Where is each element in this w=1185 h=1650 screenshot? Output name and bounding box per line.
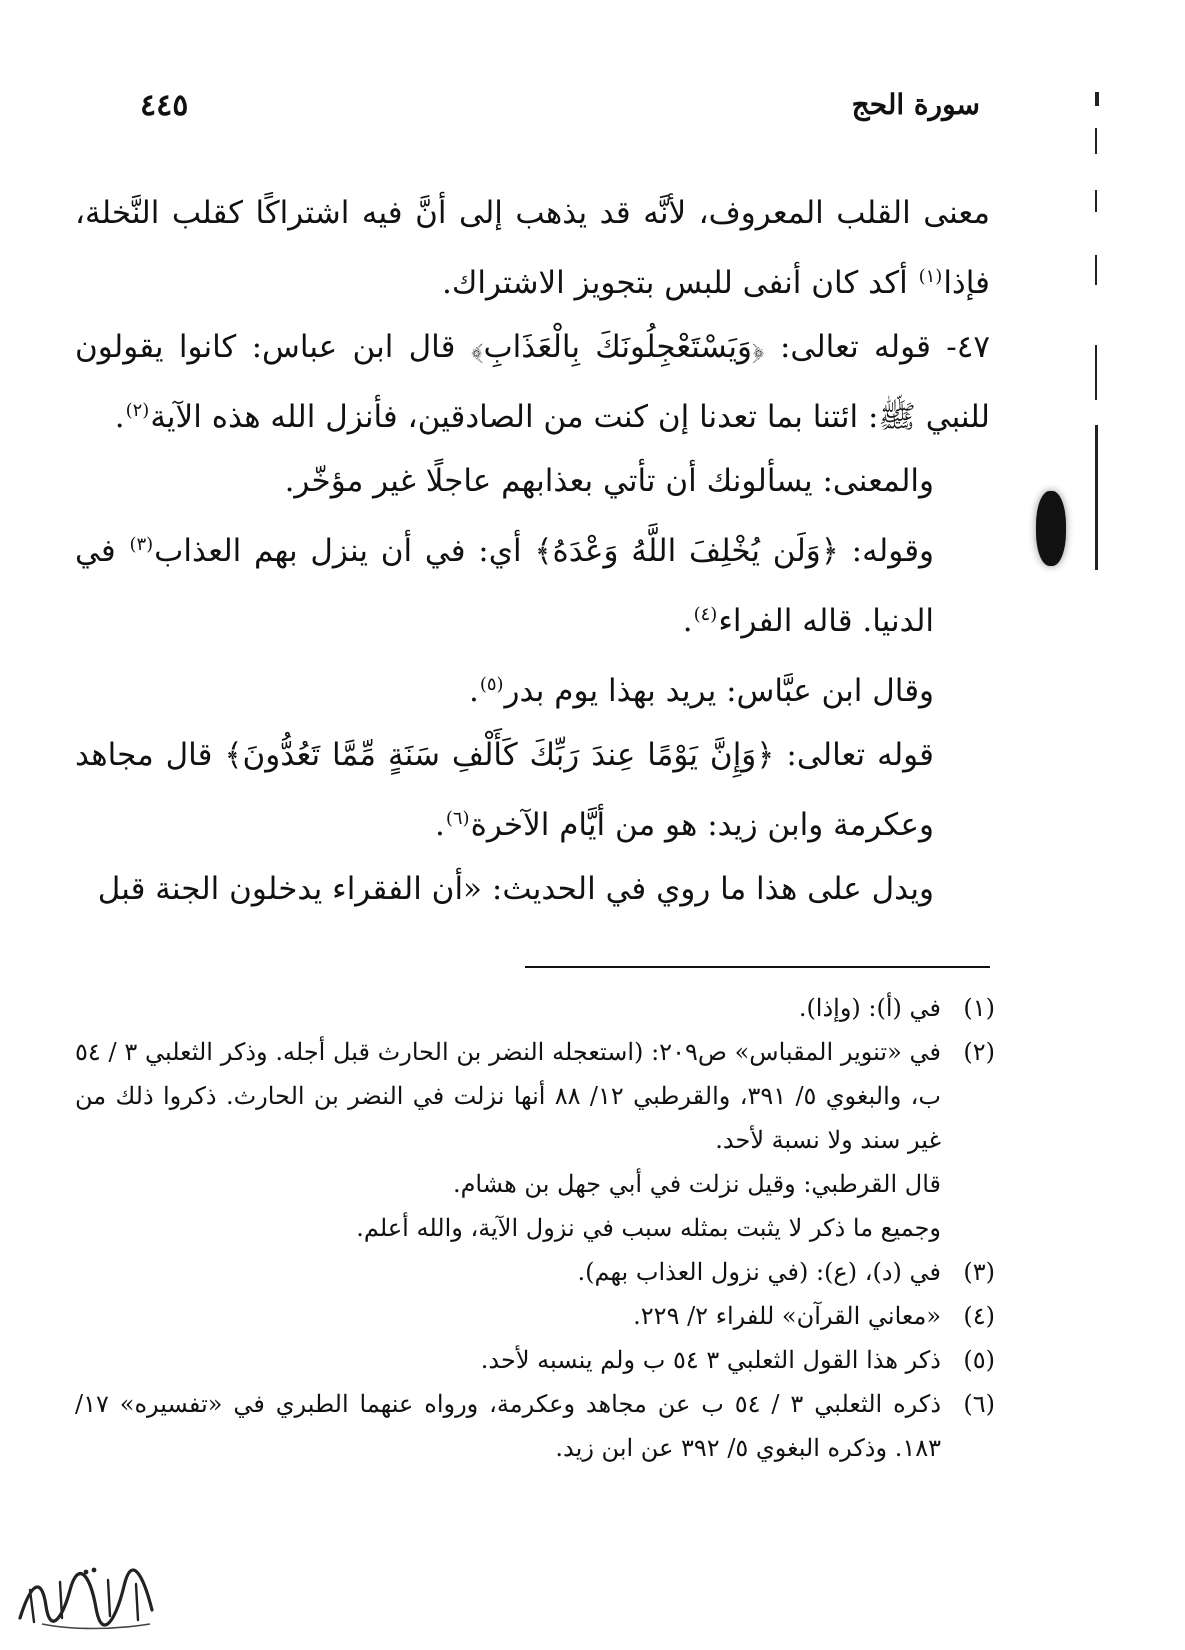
- footnote-line: ذكره الثعلبي ٣ / ٥٤ ب عن مجاهد وعكرمة، ورواه عنهما الطبري في «تفسيره» ١٧/ ١٨٣. وذكره البغوي ٥/ ٣٩٢ عن ابن زيد.: [75, 1390, 942, 1462]
- footnote-line: في (د)، (ع): (في نزول العذاب بهم).: [577, 1258, 941, 1286]
- paragraph-6-tail: .: [434, 807, 445, 843]
- footnotes: [75, 986, 995, 1470]
- footnote-number: (٣): [963, 1258, 995, 1286]
- footnote-body: [75, 1030, 941, 1250]
- footnote-line: في (أ): (وإذا).: [798, 994, 941, 1022]
- footnote-body: [75, 1338, 941, 1382]
- paragraph-7: [75, 857, 990, 921]
- publisher-logo: [12, 1560, 162, 1630]
- edge-smudge: [1036, 491, 1066, 566]
- footnote-ref-1[interactable]: (١): [918, 266, 943, 287]
- footnote-ref-5[interactable]: (٥): [479, 674, 504, 695]
- footnote-1: [75, 986, 995, 1030]
- footnote-body: [75, 1294, 941, 1338]
- paragraph-1: [75, 181, 990, 315]
- main-text: [75, 181, 990, 921]
- footnote-line: «معاني القرآن» للفراء ٢/ ٢٢٩.: [633, 1302, 941, 1330]
- logo-calligraphy-icon: [12, 1560, 162, 1630]
- paragraph-2-text: ٤٧- قوله تعالى: ﴿وَيَسْتَعْجِلُونَكَ بِالْعَذَابِ﴾ قال ابن عباس: كانوا يقولون للنبي ﷺ: ائتنا بما تعدنا إن كنت من الصادقين، فأنزل الله هذه الآية: [75, 329, 990, 435]
- footnote-4: [75, 1294, 995, 1338]
- footnote-divider: [525, 966, 990, 968]
- page-number: ٤٤٥: [140, 88, 189, 123]
- paragraph-5-text: وقال ابن عبَّاس: يريد بهذا يوم بدر: [504, 673, 934, 709]
- paragraph-3: [75, 449, 990, 513]
- footnote-line: وجميع ما ذكر لا يثبت بمثله سبب في نزول الآية، والله أعلم.: [356, 1214, 941, 1242]
- paragraph-7-text: ويدل على هذا ما روي في الحديث: «أن الفقراء يدخلون الجنة قبل: [97, 871, 934, 907]
- surah-title: سورة الحج: [851, 88, 980, 121]
- page-header: [140, 88, 980, 138]
- footnote-body: [75, 1250, 941, 1294]
- footnote-number: (٥): [963, 1346, 995, 1374]
- footnote-2: [75, 1030, 995, 1250]
- paragraph-5-tail: .: [468, 673, 479, 709]
- paragraph-3-text: والمعنى: يسألونك أن تأتي بعذابهم عاجلًا غير مؤخّر.: [284, 463, 934, 499]
- footnote-number: (٢): [963, 1038, 995, 1066]
- footnote-ref-6[interactable]: (٦): [445, 808, 470, 829]
- footnote-ref-3[interactable]: (٣): [129, 534, 154, 555]
- paragraph-4-text: وقوله: ﴿وَلَن يُخْلِفَ اللَّهُ وَعْدَهُ﴾ أي: في أن ينزل بهم العذاب: [154, 533, 934, 569]
- paragraph-1-tail: أكد كان أنفى للبس بتجويز الاشتراك.: [442, 265, 918, 301]
- paragraph-1-text: معنى القلب المعروف، لأنَّه قد يذهب إلى أنَّ فيه اشتراكًا كقلب النَّخلة، فإذا: [75, 195, 990, 301]
- footnote-3: [75, 1250, 995, 1294]
- paragraph-4: [75, 513, 990, 653]
- footnote-5: [75, 1338, 995, 1382]
- edge-mark-4: [1095, 345, 1097, 400]
- footnote-body: [75, 986, 941, 1030]
- edge-mark-5: [1095, 425, 1098, 570]
- paragraph-5: [75, 653, 990, 723]
- footnote-line: ذكر هذا القول الثعلبي ٣ ٥٤ ب ولم ينسبه لأحد.: [480, 1346, 941, 1374]
- footnote-ref-4[interactable]: (٤): [693, 604, 718, 625]
- paragraph-6-text: قوله تعالى: ﴿وَإِنَّ يَوْمًا عِندَ رَبِّكَ كَأَلْفِ سَنَةٍ مِّمَّا تَعُدُّونَ﴾ قال مجاهد وعكرمة وابن زيد: هو من أيَّام الآخرة: [75, 737, 934, 843]
- footnote-line: في «تنوير المقباس» ص٢٠٩: (استعجله النضر بن الحارث قبل أجله. وذكر الثعلبي ٣ / ٥٤ ب، والبغوي ٥/ ٣٩١، والقرطبي ١٢/ ٨٨ أنها نزلت في النضر بن الحارث. ذكروا ذلك من غير سند ولا نسبة لأحد.: [75, 1038, 942, 1154]
- paragraph-2-tail: .: [114, 399, 125, 435]
- footnote-number: (٦): [963, 1390, 995, 1418]
- edge-mark-top: [1095, 92, 1099, 106]
- paragraph-6: [75, 723, 990, 857]
- footnote-line: قال القرطبي: وقيل نزلت في أبي جهل بن هشام.: [452, 1170, 941, 1198]
- footnote-number: (١): [963, 994, 995, 1022]
- footnote-6: [75, 1382, 995, 1470]
- footnote-ref-2[interactable]: (٢): [125, 400, 150, 421]
- paragraph-2: [75, 315, 990, 449]
- paragraph-4-mid: في الدنيا. قاله الفراء: [75, 533, 934, 639]
- footnote-body: [75, 1382, 941, 1470]
- footnote-number: (٤): [963, 1302, 995, 1330]
- paragraph-4-tail: .: [682, 603, 693, 639]
- edge-mark-2: [1095, 190, 1097, 212]
- edge-mark-1: [1095, 128, 1097, 154]
- edge-mark-3: [1095, 255, 1097, 285]
